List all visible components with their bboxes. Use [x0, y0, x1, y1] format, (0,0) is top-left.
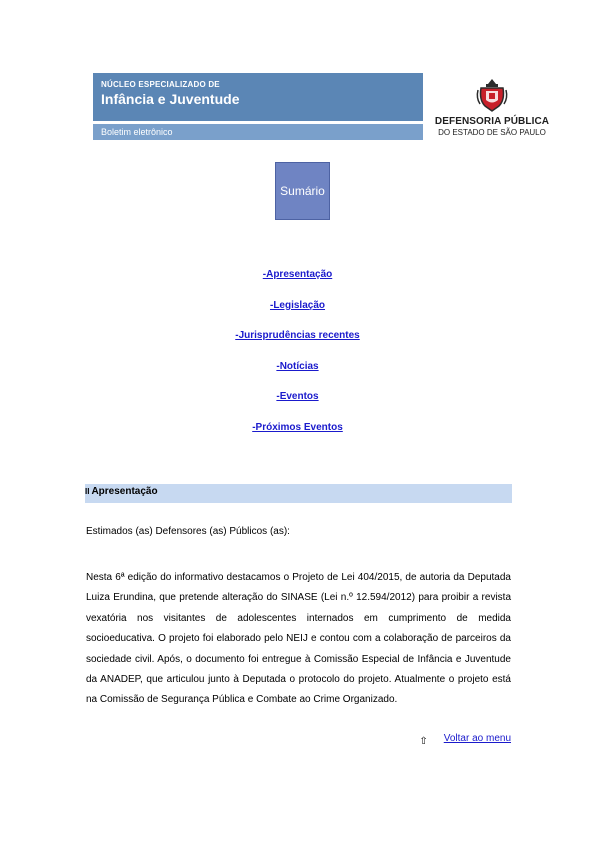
menu-link-jurisprudencias[interactable]: -Jurisprudências recentes — [235, 330, 360, 342]
logo-line-1: DEFENSORIA PÚBLICA — [434, 116, 550, 127]
coat-of-arms-icon — [475, 78, 509, 114]
banner-subtitle: NÚCLEO ESPECIALIZADO DE — [101, 80, 220, 89]
back-to-menu — [419, 733, 511, 747]
up-arrow-icon: ⇧ — [419, 736, 428, 747]
header-banner — [93, 73, 423, 140]
intro-paragraph: Nesta 6ª edição do informativo destacamos o Projeto de Lei 404/2015, de autoria da Deputada Luiza Erundina, que pretende alteração do SINASE (Lei n.º 12.594/2012) para proibir a revista vexatória nos visitantes de adolescentes internados em cumprimento de medida socioeducativa. O projeto foi elaborado pelo NEIJ e contou com a colaboração de parceiros da sociedade civil. Após, o documento foi entregue à Comissão Especial de Infância e Juventude da ANADEP, que articulou junto à Deputada o protocolo do projeto. Atualmente o projeto está na Comissão de Segurança Pública e Combate ao Crime Organizado. — [86, 572, 511, 706]
greeting-text: Estimados (as) Defensores (as) Públicos (as): — [86, 526, 290, 537]
logo-line-2: DO ESTADO DE SÃO PAULO — [438, 128, 546, 137]
summary-box: Sumário — [275, 162, 330, 220]
section-title: Apresentação — [91, 486, 158, 497]
back-to-menu-link[interactable]: Voltar ao menu — [443, 733, 511, 744]
menu-link-proximos-eventos[interactable]: -Próximos Eventos — [252, 421, 343, 433]
banner-title: Infância e Juventude — [101, 91, 240, 107]
section-header — [85, 484, 512, 503]
bulletin-label: Boletim eletrônico — [93, 124, 423, 140]
summary-menu — [0, 268, 595, 452]
section-marker: II — [85, 487, 90, 496]
banner-top — [93, 73, 423, 121]
menu-link-eventos[interactable]: -Eventos — [276, 391, 319, 403]
defensoria-logo — [432, 78, 552, 144]
menu-link-legislacao[interactable]: -Legislação — [269, 299, 326, 311]
menu-link-noticias[interactable]: -Notícias — [276, 360, 319, 372]
menu-link-apresentacao[interactable]: -Apresentação — [262, 269, 333, 280]
